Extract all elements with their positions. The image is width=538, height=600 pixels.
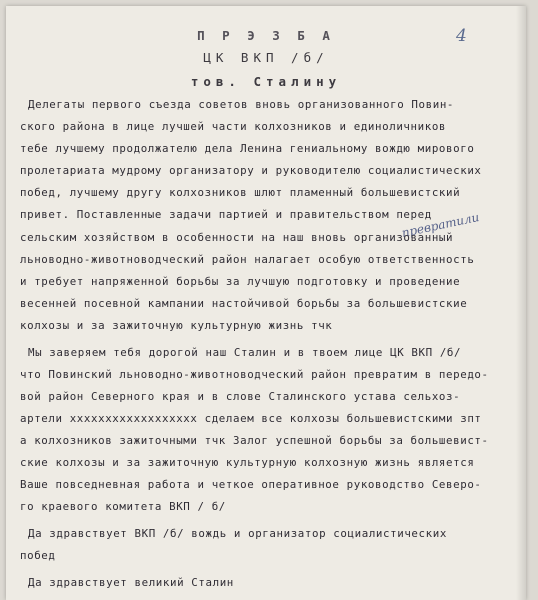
- text-line: весенней посевной кампании настойчивой борьбы за большевистские: [20, 297, 468, 310]
- text-line: а колхозников зажиточными тчк Залог успешной борьбы за большевист-: [20, 434, 489, 447]
- text-line: тебе лучшему продолжателю дела Ленина гениальному вождю мирового: [20, 142, 475, 155]
- document-page: [6, 6, 526, 600]
- text-line: Да здравствует великий Сталин: [28, 576, 234, 589]
- recipient-organization: ЦК ВКП /б/: [203, 50, 329, 65]
- text-line: вой район Северного края и в слове Сталинского устава сельхоз-: [20, 390, 461, 403]
- text-line: артели xxxxxxxxxxxxxxxxxx сделаем все колхозы большевистскими зпт: [20, 412, 482, 425]
- text-line: побед: [20, 549, 56, 562]
- text-line: и требует напряженной борьбы за лучшую подготовку и проведение: [20, 275, 461, 288]
- handwritten-insert: превратили: [400, 209, 481, 241]
- text-line: привет. Поставленные задачи партией и правительством перед: [20, 208, 432, 221]
- text-line: колхозы и за зажиточную культурную жизнь тчк: [20, 319, 333, 332]
- text-line: побед, лучшему другу колхозников шлют пламенный большевистский: [20, 186, 461, 199]
- text-line: Да здравствует ВКП /б/ вождь и организатор социалистических: [28, 527, 447, 540]
- text-line: льноводно-животноводческий район налагает особую ответственность: [20, 253, 475, 266]
- text-line: ского района в лице лучшей части колхозников и единоличников: [20, 120, 447, 133]
- text-line: Ваше повседневная работа и четкое оперативное руководство Северо-: [20, 478, 482, 491]
- text-line: пролетариата мудрому организатору и руководителю социалистических: [20, 164, 482, 177]
- page-number: 4: [456, 26, 467, 46]
- document-title: П Р Э З Б А: [197, 28, 335, 43]
- text-line: сельским хозяйством в особенности на наш вновь организованный: [20, 231, 454, 244]
- text-line: Делегаты первого съезда советов вновь организованного Повин-: [28, 98, 455, 111]
- recipient-name: тов. Сталину: [190, 74, 342, 89]
- page-fold-shadow: [516, 6, 526, 600]
- text-line: ские колхозы и за зажиточную культурную колхозную жизнь является: [20, 456, 475, 469]
- text-line: что Повинский льноводно-животноводческий район превратим в передо-: [20, 368, 489, 381]
- text-line: Мы заверяем тебя дорогой наш Сталин и в твоем лице ЦК ВКП /б/: [28, 346, 462, 359]
- text-line: го краевого комитета ВКП / б/: [20, 500, 226, 513]
